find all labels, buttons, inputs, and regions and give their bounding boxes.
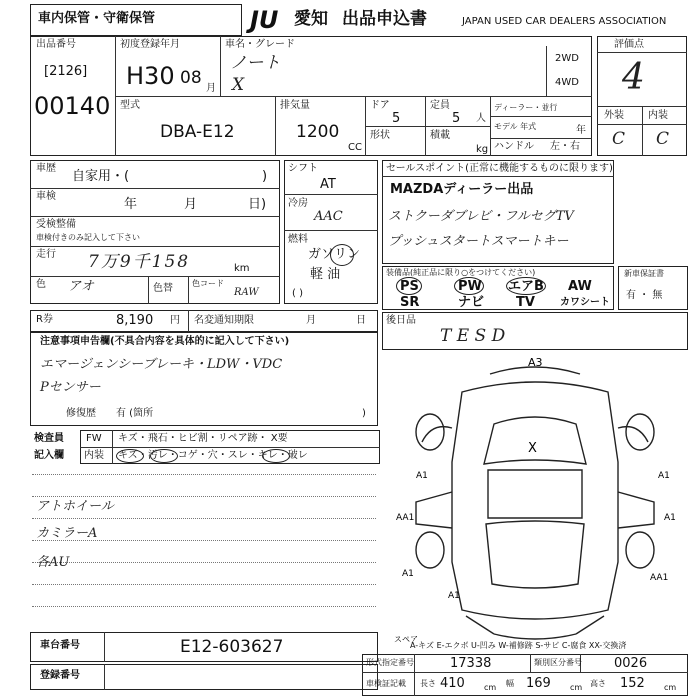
length-unit: cm <box>484 683 497 692</box>
doors-value: 5 <box>392 111 401 126</box>
assoc-name: JAPAN USED CAR DEALERS ASSOCIATION <box>462 16 667 27</box>
model-name: ノート <box>230 53 281 73</box>
history-label: 車歴 <box>36 163 56 174</box>
color-code-label: 色コード <box>192 279 224 288</box>
mark-front-a3: A3 <box>528 356 543 369</box>
reg-date-label: 初度登録年月 <box>120 39 180 50</box>
inspection-label: 車検 <box>36 191 56 202</box>
handle-value: 左・右 <box>550 141 580 152</box>
designation-label: 形式指定番号 <box>366 658 414 667</box>
mark-right-3: A1 <box>664 513 676 523</box>
mileage-unit: km <box>234 263 250 274</box>
grade-name: X <box>232 75 245 95</box>
damage-legend: A-キズ E-エクボ U-凹み W-補修跡 S-サビ C-腐食 XX-交換済 <box>410 641 627 650</box>
notes-line2: Pセンサー <box>40 380 101 395</box>
rear-items-value: T E S D <box>440 326 506 346</box>
inspection-month: 月 <box>184 197 198 212</box>
history-value: 自家用・( <box>72 169 130 184</box>
cc-unit: CC <box>348 142 362 153</box>
mark-rear-left: A1 <box>448 591 460 601</box>
int-score: C <box>656 129 670 149</box>
color-code-value: RAW <box>234 287 259 298</box>
equip-ps-circle <box>396 277 422 295</box>
left-door <box>416 492 452 528</box>
load-unit: kg <box>476 144 489 155</box>
fuel-label: 燃料 <box>288 234 308 245</box>
designation-value: 17338 <box>450 656 492 671</box>
int-scratch-circle <box>116 449 144 463</box>
selling-line2: ストクーダブレビ・フルセグTV <box>388 209 574 224</box>
registration-label: 登録番号 <box>40 670 80 681</box>
width-label: 幅 <box>506 679 514 688</box>
form-title: 出品申込書 <box>342 9 427 29</box>
handle-label: ハンドル <box>494 141 534 152</box>
rear-items-box <box>382 312 688 350</box>
mark-left-1: A1 <box>416 471 428 481</box>
spare-label: スペア <box>394 635 418 644</box>
reg-era-year: H30 <box>126 62 175 90</box>
ju-logo: JU <box>250 6 279 34</box>
inspector-label: 検査員 <box>34 433 64 444</box>
doors-label: ドア <box>370 100 390 111</box>
width-value: 169 <box>526 676 551 691</box>
fuel-gasoline: ガソリン <box>308 247 361 262</box>
color-label: 色 <box>36 279 46 290</box>
mark-right-1: A1 <box>658 471 670 481</box>
dealer-label: ディーラー・並行 <box>494 103 558 112</box>
registration-box <box>30 664 378 690</box>
ext-score: C <box>612 129 626 149</box>
load-label: 積載 <box>430 130 450 141</box>
width-unit: cm <box>570 683 583 692</box>
mark-hood-x: X <box>528 441 537 456</box>
repair-label: 修復歴 <box>66 408 96 419</box>
right-door <box>618 492 654 528</box>
int-label: 内装 <box>648 110 668 121</box>
height-label: 高さ <box>590 679 606 688</box>
grade-label: 評価点 <box>614 39 644 50</box>
recycle-unit: 円 <box>170 315 180 326</box>
recycle-value: 8,190 <box>116 313 154 328</box>
equip-ps: PS <box>400 279 419 294</box>
height-value: 152 <box>620 676 645 691</box>
prep-note: 車検付きのみ記入して下さい <box>36 233 140 242</box>
fuel-diesel: 軽 油 <box>310 267 341 282</box>
cc-label: 排気量 <box>280 100 310 111</box>
right-mirror <box>618 427 648 442</box>
length-label: 長さ <box>420 679 436 688</box>
height-unit: cm <box>664 683 677 692</box>
hand-line3: 各AU <box>36 555 70 570</box>
equip-leather: カワシート <box>560 297 610 308</box>
rear-left-wheel <box>416 532 444 568</box>
equip-tv: TV <box>516 295 535 310</box>
equip-pw: PW <box>458 279 482 294</box>
storage-text: 車内保管・守衛保管 <box>38 11 156 26</box>
car-damage-diagram <box>382 352 688 652</box>
size-label: 車検証記載 <box>366 679 406 688</box>
equip-sr: SR <box>400 295 420 310</box>
roof <box>488 470 582 518</box>
equip-airbag: エアB <box>508 279 544 294</box>
mileage-value: 7万9千158 <box>88 252 191 272</box>
equip-aw: AW <box>568 279 592 294</box>
selling-label: セールスポイント(正常に機能するものに限ります) <box>386 163 613 174</box>
inspection-day: 日) <box>248 197 267 212</box>
hand-line2: カミラーA <box>36 526 98 541</box>
int-stain-circle <box>150 449 178 463</box>
equip-airbag-circle <box>506 277 546 295</box>
repair-value: 有 (箇所 <box>116 408 154 419</box>
equipment-label: 装備品(純正品に限り○をつけてください) <box>386 268 536 277</box>
mileage-label: 走行 <box>36 249 56 260</box>
reg-month: 08 <box>180 68 202 88</box>
color-value: アオ <box>68 279 94 294</box>
record-label: 記入欄 <box>34 450 64 461</box>
cap-value: 5 <box>452 111 461 126</box>
notice-day: 日 <box>356 315 366 326</box>
grade-score: 4 <box>622 57 645 98</box>
warranty-label: 新車保証書 <box>624 269 664 278</box>
classification-label: 類別区分番号 <box>534 658 582 667</box>
cap-label: 定員 <box>430 100 450 111</box>
drive-4wd: 4WD <box>555 77 579 88</box>
lot-label: 出品番号 <box>36 39 76 50</box>
model-year-label: モデル 年式 <box>494 122 537 131</box>
color-change-label: 色替 <box>153 283 173 294</box>
inspection-year: 年 <box>124 197 138 212</box>
rear-right-wheel <box>626 532 654 568</box>
equip-navi: ナビ <box>458 295 485 310</box>
type-value: DBA-E12 <box>160 122 235 142</box>
rear-bumper-line <box>494 634 576 639</box>
type-label: 型式 <box>120 100 140 111</box>
notice-month: 月 <box>306 315 316 326</box>
mark-left-2: A1 <box>402 569 414 579</box>
int-wear-circle <box>262 449 290 463</box>
chassis-label: 車台番号 <box>40 640 80 651</box>
int-check-label: 内装 <box>84 450 104 461</box>
notice-label: 名変通知期限 <box>194 315 254 326</box>
mark-right-2: AA1 <box>650 573 669 583</box>
fw-items: キズ・飛石・ヒビ割・リペア跡・ X要 <box>118 433 288 444</box>
ac-value: AAC <box>314 209 343 224</box>
rear-window <box>486 521 584 588</box>
reg-month-unit: 月 <box>206 83 216 94</box>
ac-label: 冷房 <box>288 198 308 209</box>
selling-line3: プッシュスタートスマートキー <box>388 234 569 249</box>
fw-label: FW <box>86 433 102 444</box>
notes-line1: エマージェンシーブレーキ・LDW・VDC <box>40 357 283 372</box>
history-paren: ) <box>262 169 268 184</box>
drive-2wd: 2WD <box>555 53 579 64</box>
classification-value: 0026 <box>614 656 648 671</box>
ext-label: 外装 <box>604 110 624 121</box>
int-items: キズ・汚レ・コゲ・穴・スレ・キレ・破レ <box>118 450 308 461</box>
warranty-value: 有 ・ 無 <box>626 290 663 301</box>
cc-value: 1200 <box>296 122 340 142</box>
length-value: 410 <box>440 676 465 691</box>
selling-line1: MAZDAディーラー出品 <box>390 182 534 197</box>
prep-label: 受検整備 <box>36 219 76 230</box>
cap-unit: 人 <box>476 113 486 124</box>
lot-number: 00140 <box>34 92 111 120</box>
shift-value: AT <box>320 177 336 192</box>
mark-left-3: AA1 <box>396 513 415 523</box>
recycle-label: R券 <box>36 314 53 325</box>
fuel-circle <box>330 244 354 266</box>
org-name: 愛知 <box>294 9 328 29</box>
rear-items-label: 後日品 <box>386 315 416 326</box>
repair-paren: ) <box>362 408 366 419</box>
shift-label: シフト <box>288 163 318 174</box>
model-year-unit: 年 <box>576 125 586 136</box>
hand-line1: アトホイール <box>36 499 114 514</box>
lot-code: [2126] <box>44 64 88 79</box>
left-mirror <box>422 427 452 442</box>
shape-label: 形状 <box>370 130 390 141</box>
chassis-value: E12-603627 <box>180 637 284 657</box>
name-label: 車名・グレード <box>225 39 295 50</box>
notes-label: 注意事項申告欄(不具合内容を具体的に記入して下さい) <box>40 336 290 347</box>
equip-pw-circle <box>454 277 484 295</box>
fuel-other: ( ) <box>292 288 303 299</box>
